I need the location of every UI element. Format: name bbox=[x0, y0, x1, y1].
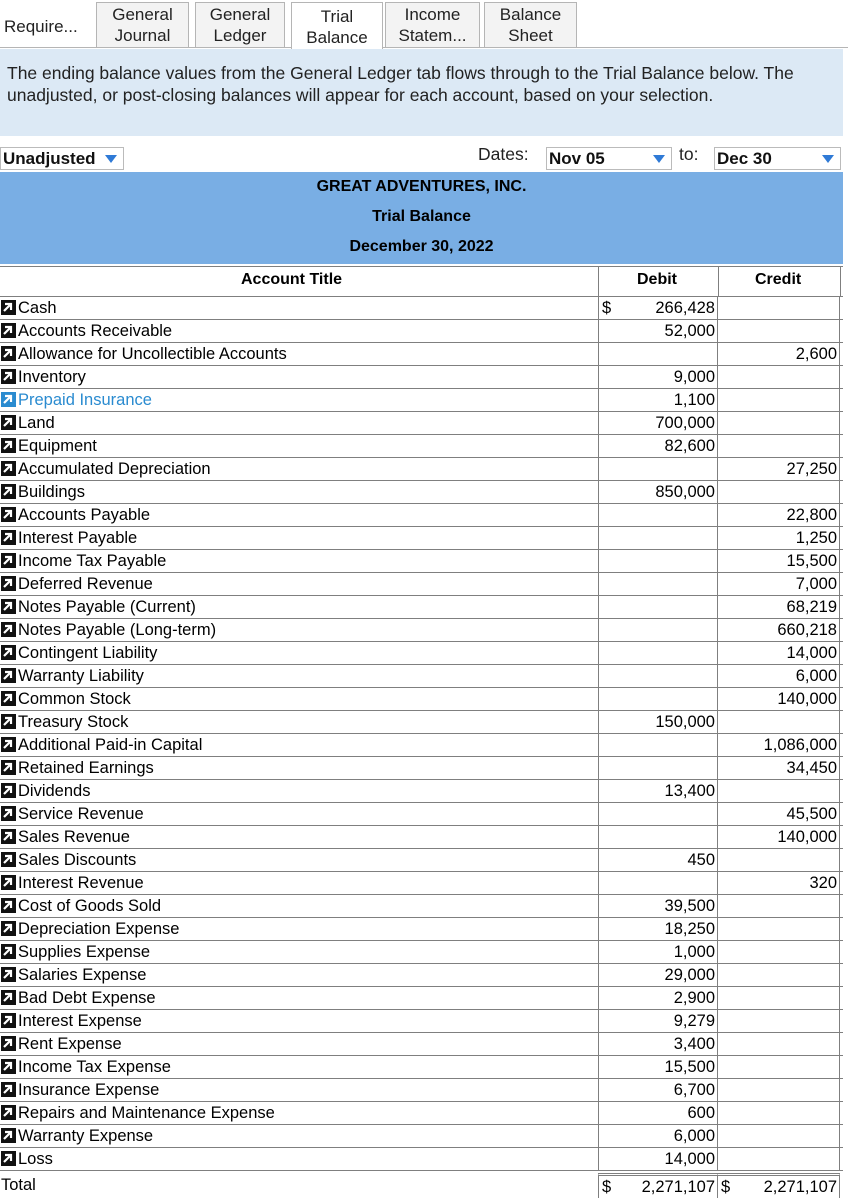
account-title: Sales Discounts bbox=[18, 851, 137, 869]
debit-value: 82,600 bbox=[664, 437, 715, 455]
account-title: Salaries Expense bbox=[18, 966, 147, 984]
balance-type-select[interactable] bbox=[0, 147, 124, 170]
debit-cell bbox=[598, 1125, 718, 1148]
drilldown-arrow-icon[interactable] bbox=[1, 461, 16, 476]
credit-cell bbox=[718, 1033, 840, 1056]
table-row bbox=[0, 435, 843, 458]
debit-value: 3,400 bbox=[673, 1035, 715, 1053]
account-title: Interest Payable bbox=[18, 529, 138, 547]
account-title: Contingent Liability bbox=[18, 644, 158, 662]
debit-cell bbox=[598, 872, 718, 895]
total-debit-cell bbox=[598, 1173, 718, 1198]
report-title: Trial Balance bbox=[372, 208, 471, 225]
drilldown-arrow-icon[interactable] bbox=[1, 829, 16, 844]
debit-cell bbox=[598, 1033, 718, 1056]
debit-cell bbox=[598, 412, 718, 435]
drilldown-arrow-icon[interactable] bbox=[1, 875, 16, 890]
drilldown-arrow-icon[interactable] bbox=[1, 599, 16, 614]
tab-label-line2: Balance bbox=[306, 27, 368, 47]
account-title: Buildings bbox=[18, 483, 85, 501]
drilldown-arrow-icon[interactable] bbox=[1, 967, 16, 982]
debit-cell bbox=[598, 504, 718, 527]
credit-cell bbox=[718, 343, 840, 366]
debit-value: 700,000 bbox=[655, 414, 715, 432]
credit-cell bbox=[718, 1010, 840, 1033]
chevron-down-icon bbox=[653, 155, 665, 163]
account-title: Common Stock bbox=[18, 690, 131, 708]
debit-cell bbox=[598, 435, 718, 458]
debit-cell bbox=[598, 849, 718, 872]
table-row bbox=[0, 711, 843, 734]
debit-cell bbox=[598, 550, 718, 573]
tab-label: Require... bbox=[4, 16, 78, 36]
table-row bbox=[0, 642, 843, 665]
credit-cell bbox=[718, 596, 840, 619]
credit-cell bbox=[718, 964, 840, 987]
account-title: Equipment bbox=[18, 437, 97, 455]
credit-value: 45,500 bbox=[786, 805, 837, 823]
account-title: Sales Revenue bbox=[18, 828, 130, 846]
col-header-credit: Credit bbox=[755, 271, 802, 288]
table-row bbox=[0, 918, 843, 941]
account-title: Interest Revenue bbox=[18, 874, 144, 892]
account-title: Accounts Payable bbox=[18, 506, 151, 524]
table-row bbox=[0, 320, 843, 343]
credit-cell bbox=[718, 734, 840, 757]
account-title: Treasury Stock bbox=[18, 713, 129, 731]
credit-value: 2,600 bbox=[795, 345, 837, 363]
drilldown-arrow-icon[interactable] bbox=[1, 415, 16, 430]
debit-value: 14,000 bbox=[664, 1150, 715, 1168]
debit-value: 266,428 bbox=[655, 299, 715, 317]
account-title: Notes Payable (Current) bbox=[18, 598, 196, 616]
credit-cell bbox=[718, 1079, 840, 1102]
info-box bbox=[0, 49, 843, 136]
debit-cell bbox=[598, 642, 718, 665]
debit-cell bbox=[598, 780, 718, 803]
debit-cell bbox=[598, 389, 718, 412]
debit-cell bbox=[598, 1010, 718, 1033]
company-name: GREAT ADVENTURES, INC. bbox=[316, 178, 527, 195]
credit-value: 140,000 bbox=[777, 828, 837, 846]
account-title: Accounts Receivable bbox=[18, 322, 173, 340]
credit-cell bbox=[718, 619, 840, 642]
account-title[interactable]: Prepaid Insurance bbox=[18, 391, 152, 409]
credit-cell bbox=[718, 412, 840, 435]
info-text: The ending balance values from the General Ledger tab flows through to the Trial Balance below. The unadjusted, or post-closing balances will appear for each account, based on your selection. bbox=[7, 63, 794, 105]
credit-cell bbox=[718, 826, 840, 849]
drilldown-arrow-icon[interactable] bbox=[1, 852, 16, 867]
dates-label: Dates: bbox=[478, 144, 529, 164]
table-row bbox=[0, 1010, 843, 1033]
credit-value: 6,000 bbox=[795, 667, 837, 685]
drilldown-arrow-icon[interactable] bbox=[1, 1013, 16, 1028]
debit-cell bbox=[598, 711, 718, 734]
report-date: December 30, 2022 bbox=[349, 238, 494, 255]
tab-label-line2: Sheet bbox=[508, 26, 553, 45]
drilldown-arrow-icon[interactable] bbox=[1, 484, 16, 499]
credit-value: 68,219 bbox=[786, 598, 837, 616]
tab-income-statement[interactable] bbox=[385, 2, 480, 48]
drilldown-arrow-icon[interactable] bbox=[1, 438, 16, 453]
credit-value: 15,500 bbox=[786, 552, 837, 570]
table-row bbox=[0, 550, 843, 573]
debit-cell bbox=[598, 481, 718, 504]
table-row bbox=[0, 941, 843, 964]
drilldown-arrow-icon[interactable] bbox=[1, 944, 16, 959]
date-to-value: Dec 30 bbox=[717, 148, 772, 168]
drilldown-arrow-icon[interactable] bbox=[1, 530, 16, 545]
drilldown-arrow-icon[interactable] bbox=[1, 369, 16, 384]
debit-cell bbox=[598, 826, 718, 849]
debit-value: 29,000 bbox=[664, 966, 715, 984]
tab-label-line2: Ledger bbox=[213, 26, 267, 45]
filter-controls bbox=[0, 140, 848, 172]
table-row bbox=[0, 504, 843, 527]
account-title: Warranty Liability bbox=[18, 667, 144, 685]
credit-cell bbox=[718, 435, 840, 458]
debit-cell bbox=[598, 688, 718, 711]
debit-cell bbox=[598, 343, 718, 366]
debit-cell bbox=[598, 573, 718, 596]
account-title: Inventory bbox=[18, 368, 86, 386]
credit-cell bbox=[718, 1102, 840, 1125]
drilldown-arrow-icon[interactable] bbox=[1, 691, 16, 706]
drilldown-arrow-icon[interactable] bbox=[1, 783, 16, 798]
account-title: Rent Expense bbox=[18, 1035, 122, 1053]
debit-value: 18,250 bbox=[664, 920, 715, 938]
table-row bbox=[0, 1079, 843, 1102]
credit-cell bbox=[718, 987, 840, 1010]
debit-value: 1,100 bbox=[673, 391, 715, 409]
credit-cell bbox=[718, 366, 840, 389]
credit-cell bbox=[718, 1148, 840, 1171]
credit-cell bbox=[718, 642, 840, 665]
total-credit-value: 2,271,107 bbox=[763, 1178, 837, 1196]
account-title: Interest Expense bbox=[18, 1012, 142, 1030]
to-label: to: bbox=[679, 144, 699, 164]
total-credit-cell bbox=[718, 1173, 840, 1198]
tab-label-line1: Income bbox=[404, 5, 461, 24]
header-divider bbox=[598, 267, 599, 297]
debit-cell bbox=[598, 320, 718, 343]
account-title: Warranty Expense bbox=[18, 1127, 154, 1145]
debit-value: 13,400 bbox=[664, 782, 715, 800]
table-row bbox=[0, 849, 843, 872]
table-header bbox=[0, 267, 843, 295]
tab-requirements[interactable] bbox=[0, 5, 92, 47]
debit-value: 850,000 bbox=[655, 483, 715, 501]
debit-cell bbox=[598, 941, 718, 964]
credit-cell bbox=[718, 849, 840, 872]
chevron-down-icon bbox=[105, 155, 117, 163]
debit-cell bbox=[598, 1148, 718, 1171]
table-row bbox=[0, 734, 843, 757]
drilldown-arrow-icon[interactable] bbox=[1, 898, 16, 913]
tab-general-journal[interactable] bbox=[96, 2, 189, 48]
account-title: Accumulated Depreciation bbox=[18, 460, 211, 478]
debit-cell bbox=[598, 458, 718, 481]
account-title: Dividends bbox=[18, 782, 91, 800]
tab-trial-balance[interactable] bbox=[291, 2, 383, 50]
table-row bbox=[0, 803, 843, 826]
debit-cell bbox=[598, 964, 718, 987]
account-title: Cost of Goods Sold bbox=[18, 897, 162, 915]
debit-value: 2,900 bbox=[673, 989, 715, 1007]
credit-cell bbox=[718, 941, 840, 964]
debit-value: 6,700 bbox=[673, 1081, 715, 1099]
table-row bbox=[0, 780, 843, 803]
table-row bbox=[0, 527, 843, 550]
credit-value: 1,250 bbox=[795, 529, 837, 547]
debit-cell bbox=[598, 1056, 718, 1079]
total-debit-dollar: $ bbox=[602, 1178, 612, 1196]
account-title: Income Tax Payable bbox=[18, 552, 167, 570]
debit-cell bbox=[598, 987, 718, 1010]
drilldown-arrow-icon[interactable] bbox=[1, 392, 16, 407]
tab-label-line1: General bbox=[112, 5, 173, 24]
debit-value: 9,000 bbox=[673, 368, 715, 386]
tab-balance-sheet[interactable] bbox=[484, 2, 577, 48]
drilldown-arrow-icon[interactable] bbox=[1, 1059, 16, 1074]
debit-cell bbox=[598, 366, 718, 389]
credit-cell bbox=[718, 1056, 840, 1079]
debit-value: 15,500 bbox=[664, 1058, 715, 1076]
total-row bbox=[0, 1173, 843, 1198]
date-to-select[interactable] bbox=[714, 147, 841, 170]
debit-cell bbox=[598, 665, 718, 688]
account-title: Notes Payable (Long-term) bbox=[18, 621, 217, 639]
debit-cell bbox=[598, 1102, 718, 1125]
credit-cell bbox=[718, 389, 840, 412]
table-row bbox=[0, 757, 843, 780]
tab-bar bbox=[0, 0, 848, 49]
debit-value: 450 bbox=[687, 851, 715, 869]
tab-label-line1: Trial bbox=[320, 6, 354, 26]
table-row bbox=[0, 872, 843, 895]
account-title: Land bbox=[18, 414, 55, 432]
drilldown-arrow-icon[interactable] bbox=[1, 507, 16, 522]
drilldown-arrow-icon[interactable] bbox=[1, 300, 16, 315]
drilldown-arrow-icon[interactable] bbox=[1, 1151, 16, 1166]
debit-cell bbox=[598, 803, 718, 826]
table-row bbox=[0, 964, 843, 987]
debit-cell bbox=[598, 734, 718, 757]
debit-value: 6,000 bbox=[673, 1127, 715, 1145]
debit-cell bbox=[598, 527, 718, 550]
credit-cell bbox=[718, 527, 840, 550]
credit-value: 27,250 bbox=[786, 460, 837, 478]
table-row bbox=[0, 665, 843, 688]
table-row bbox=[0, 619, 843, 642]
credit-cell bbox=[718, 297, 840, 320]
drilldown-arrow-icon[interactable] bbox=[1, 1036, 16, 1051]
table-row bbox=[0, 1056, 843, 1079]
account-title: Service Revenue bbox=[18, 805, 144, 823]
table-row bbox=[0, 366, 843, 389]
credit-cell bbox=[718, 803, 840, 826]
account-title: Supplies Expense bbox=[18, 943, 151, 961]
drilldown-arrow-icon[interactable] bbox=[1, 622, 16, 637]
drilldown-arrow-icon[interactable] bbox=[1, 714, 16, 729]
table-row bbox=[0, 596, 843, 619]
col-header-account-title: Account Title bbox=[241, 271, 343, 288]
table-row bbox=[0, 1125, 843, 1148]
drilldown-arrow-icon[interactable] bbox=[1, 1105, 16, 1120]
credit-value: 34,450 bbox=[786, 759, 837, 777]
credit-cell bbox=[718, 573, 840, 596]
credit-value: 14,000 bbox=[786, 644, 837, 662]
credit-cell bbox=[718, 504, 840, 527]
table-row bbox=[0, 895, 843, 918]
credit-cell bbox=[718, 688, 840, 711]
table-row bbox=[0, 688, 843, 711]
account-title: Bad Debt Expense bbox=[18, 989, 156, 1007]
tab-label-line1: General bbox=[209, 5, 271, 24]
credit-value: 22,800 bbox=[786, 506, 837, 524]
table-row bbox=[0, 297, 843, 320]
credit-value: 7,000 bbox=[795, 575, 837, 593]
table-row bbox=[0, 573, 843, 596]
table-row bbox=[0, 458, 843, 481]
debit-value: 9,279 bbox=[673, 1012, 715, 1030]
drilldown-arrow-icon[interactable] bbox=[1, 323, 16, 338]
table-row bbox=[0, 826, 843, 849]
debit-cell bbox=[598, 297, 718, 320]
tab-general-ledger[interactable] bbox=[195, 2, 285, 48]
debit-value: 1,000 bbox=[673, 943, 715, 961]
account-title: Cash bbox=[18, 299, 57, 317]
credit-value: 660,218 bbox=[777, 621, 837, 639]
credit-cell bbox=[718, 481, 840, 504]
table-row bbox=[0, 1148, 843, 1171]
account-title: Loss bbox=[18, 1150, 53, 1168]
drilldown-arrow-icon[interactable] bbox=[1, 576, 16, 591]
drilldown-arrow-icon[interactable] bbox=[1, 553, 16, 568]
account-title: Retained Earnings bbox=[18, 759, 154, 777]
debit-cell bbox=[598, 895, 718, 918]
credit-cell bbox=[718, 757, 840, 780]
debit-cell bbox=[598, 619, 718, 642]
balance-type-value: Unadjusted bbox=[3, 148, 96, 168]
header-divider bbox=[718, 267, 719, 297]
debit-value: 600 bbox=[687, 1104, 715, 1122]
tab-label-line1: Balance bbox=[499, 5, 562, 24]
debit-value: 39,500 bbox=[664, 897, 715, 915]
total-credit-dollar: $ bbox=[721, 1178, 731, 1196]
credit-value: 140,000 bbox=[777, 690, 837, 708]
debit-dollar-sign: $ bbox=[602, 299, 612, 317]
drilldown-arrow-icon[interactable] bbox=[1, 346, 16, 361]
drilldown-arrow-icon[interactable] bbox=[1, 668, 16, 683]
drilldown-arrow-icon[interactable] bbox=[1, 806, 16, 821]
tab-label-line2: Statem... bbox=[398, 26, 467, 45]
table-row bbox=[0, 343, 843, 366]
account-title: Income Tax Expense bbox=[18, 1058, 171, 1076]
table-row bbox=[0, 1033, 843, 1056]
debit-value: 150,000 bbox=[655, 713, 715, 731]
chevron-down-icon bbox=[822, 155, 834, 163]
credit-cell bbox=[718, 665, 840, 688]
table-row bbox=[0, 1102, 843, 1125]
credit-cell bbox=[718, 872, 840, 895]
debit-cell bbox=[598, 1079, 718, 1102]
tab-label-line2: Journal bbox=[114, 26, 171, 45]
drilldown-arrow-icon[interactable] bbox=[1, 1128, 16, 1143]
credit-cell bbox=[718, 780, 840, 803]
account-title: Repairs and Maintenance Expense bbox=[18, 1104, 275, 1122]
col-header-debit: Debit bbox=[637, 271, 677, 288]
drilldown-arrow-icon[interactable] bbox=[1, 737, 16, 752]
table-row bbox=[0, 412, 843, 435]
debit-cell bbox=[598, 596, 718, 619]
table-row bbox=[0, 389, 843, 412]
credit-value: 320 bbox=[809, 874, 837, 892]
credit-cell bbox=[718, 550, 840, 573]
debit-cell bbox=[598, 918, 718, 941]
credit-value: 1,086,000 bbox=[763, 736, 837, 754]
debit-value: 52,000 bbox=[664, 322, 715, 340]
drilldown-arrow-icon[interactable] bbox=[1, 921, 16, 936]
credit-cell bbox=[718, 320, 840, 343]
credit-cell bbox=[718, 895, 840, 918]
table-row bbox=[0, 987, 843, 1010]
date-from-value: Nov 05 bbox=[549, 148, 605, 168]
credit-cell bbox=[718, 1125, 840, 1148]
credit-cell bbox=[718, 918, 840, 941]
account-title: Allowance for Uncollectible Accounts bbox=[18, 345, 287, 363]
debit-cell bbox=[598, 757, 718, 780]
header-divider bbox=[840, 267, 841, 297]
account-title: Additional Paid-in Capital bbox=[18, 736, 203, 754]
total-label: Total bbox=[1, 1176, 36, 1194]
credit-cell bbox=[718, 458, 840, 481]
credit-cell bbox=[718, 711, 840, 734]
drilldown-arrow-icon[interactable] bbox=[1, 990, 16, 1005]
report-header bbox=[0, 172, 843, 264]
date-from-select[interactable] bbox=[546, 147, 672, 170]
account-title: Depreciation Expense bbox=[18, 920, 180, 938]
total-debit-value: 2,271,107 bbox=[641, 1178, 715, 1196]
account-title: Insurance Expense bbox=[18, 1081, 160, 1099]
drilldown-arrow-icon[interactable] bbox=[1, 645, 16, 660]
table-row bbox=[0, 481, 843, 504]
drilldown-arrow-icon[interactable] bbox=[1, 760, 16, 775]
account-title: Deferred Revenue bbox=[18, 575, 153, 593]
drilldown-arrow-icon[interactable] bbox=[1, 1082, 16, 1097]
